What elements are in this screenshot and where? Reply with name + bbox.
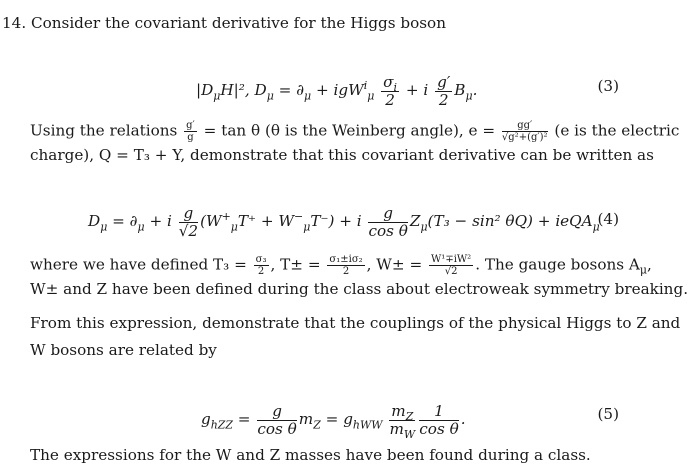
eq5-frac1: $\frac{g}{\text{cos θ}}$ xyxy=(257,402,297,438)
eq4-lhs: D xyxy=(88,212,101,231)
eq4-number: (4) xyxy=(597,210,619,228)
eq5-mz: m xyxy=(298,410,314,429)
text-gauge: . The gauge bosons A xyxy=(475,255,640,274)
eq3-sigma-frac: $\frac{\sigma_i}{2}$ xyxy=(383,73,398,109)
e-frac: $\frac{gg'}{\text{√g²+(g′)²}}$ xyxy=(501,120,548,143)
w-frac: $\frac{\text{W¹∓iW²}}{√2}$ xyxy=(431,254,472,277)
eq3-left: |D xyxy=(196,81,214,100)
equation-4: $D_\mu = \partial_\mu + i$ $\frac{g}{√2}$ $(W^+_\mu T^+ + W^-_\mu T^-) + i$ $\frac{g}{\text{cos θ}}$ $Z_\mu(T_3 - \sin^2$ θQ) + ieQA$_\mu$ xyxy=(88,204,600,240)
text-line2: charge), Q = T₃ + Y, demonstrate that this covariant derivative can be written as xyxy=(30,146,654,164)
eq4-p6: Z xyxy=(409,212,421,231)
eq4-frac1: $\frac{g}{√2}$ xyxy=(178,204,199,240)
eq3-tail: H|², D xyxy=(220,81,267,100)
eq3-b: B xyxy=(454,81,466,100)
eq3-number: (3) xyxy=(597,77,619,95)
eq3-rhs: = ∂ xyxy=(273,81,305,100)
text-t3: where we have defined T₃ = xyxy=(30,255,247,274)
text-comma: , xyxy=(646,255,652,274)
eq5-frac2: $\frac{m_Z}{m_W}$ xyxy=(389,402,416,441)
text-line-demonstrate: From this expression, demonstrate that the couplings of the physical Higgs to Z and xyxy=(30,314,681,332)
text-relations xyxy=(30,120,679,143)
text-using: Using the relations xyxy=(30,121,178,140)
text-tan: = tan θ (θ is the Weinberg angle), e = xyxy=(203,121,496,140)
eq4-p2: + i xyxy=(144,212,172,231)
gprime-over-g: $\frac{g'}{g}$ xyxy=(186,120,195,143)
sigma-pm-frac: $\frac{\text{σ₁±iσ₂}}{2}$ xyxy=(329,254,363,277)
eq5-frac3: $\frac{1}{\text{cos θ}}$ xyxy=(419,402,459,438)
eq4-p5: T⁻) + i xyxy=(310,212,362,231)
eq4-p3: (W xyxy=(200,212,222,231)
problem-header xyxy=(2,14,446,32)
eq5-eq2: = g xyxy=(320,410,353,429)
eq3-gprime-frac: $\frac{g'}{2}$ xyxy=(437,73,451,109)
problem-intro: Consider the covariant derivative for the Higgs boson xyxy=(30,14,446,32)
problem-number: 14. xyxy=(2,14,27,32)
closing-text: The expressions for the W and Z masses have been found during a class. xyxy=(30,446,591,464)
eq3-ig: + igW xyxy=(311,81,364,100)
eq5-number: (5) xyxy=(597,405,619,423)
eq3-i: + i xyxy=(405,81,429,100)
equation-3: $|D_\mu H|^2$, $D_\mu = \partial_\mu + igW^i_\mu$ $\frac{\sigma_i}{2}$ + i $\frac{g'}{2}$ $B_\mu$. xyxy=(196,73,478,109)
text-line-related: W bosons are related by xyxy=(30,341,217,359)
text-electric: (e is the electric xyxy=(554,121,680,140)
text-defined: where we have defined T₃ = $\frac{\text{σ₃}}{2}$ , T± = $\frac{\text{σ₁±iσ₂}}{2}$ , W± = $\frac{\text{W¹∓iW²}}{√2}$ . The gauge bosons $A_\mu$, xyxy=(30,254,652,277)
text-line-ew: W± and Z have been defined during the class about electroweak symmetry breaking. xyxy=(30,280,688,298)
eq4-p7: (T₃ − sin² θQ) + ieQA xyxy=(427,212,593,231)
eq4-p4: T⁺ + W xyxy=(237,212,295,231)
text-tpm: , T± = xyxy=(270,255,321,274)
eq5-eq1: = xyxy=(232,410,256,429)
eq4-p1: = ∂ xyxy=(107,212,138,231)
eq5-lhs: g xyxy=(201,410,211,429)
sigma3-frac: $\frac{\text{σ₃}}{2}$ xyxy=(255,254,267,277)
equation-5: $g_{hZZ}$ = $\frac{g}{\text{cos θ}}$ $m_Z = g_{hWW}$ $\frac{m_Z}{m_W}$ $\frac{1}{\text{cos θ}}$ . xyxy=(201,402,466,441)
eq4-frac2: $\frac{g}{\text{cos θ}}$ xyxy=(368,204,408,240)
text-wpm: , W± = xyxy=(366,255,423,274)
